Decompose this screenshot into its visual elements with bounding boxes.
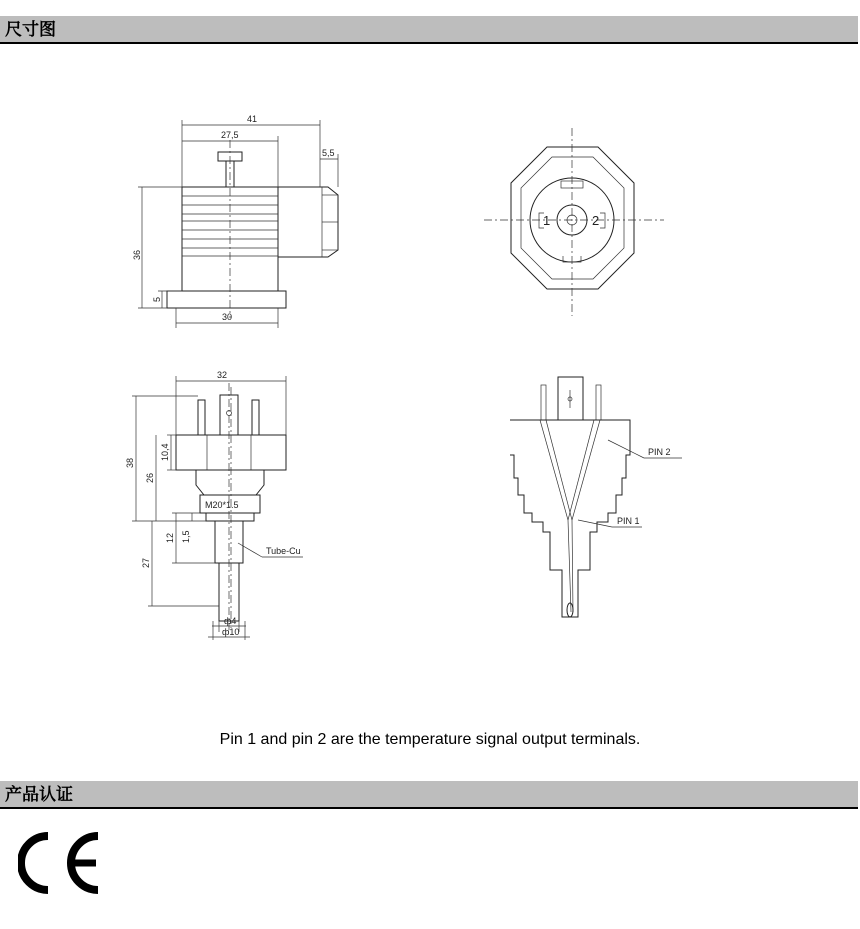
tube-label: Tube-Cu	[266, 546, 301, 556]
dim-10-4: 10,4	[160, 443, 170, 461]
dim-phi4: ф4	[224, 616, 237, 626]
dim-27: 27	[141, 557, 151, 568]
pin-2-number: 2	[592, 213, 600, 228]
dim-1-5: 1,5	[181, 530, 191, 543]
dim-26: 26	[145, 472, 155, 483]
dim-5: 5	[152, 296, 162, 302]
connector-side-view	[132, 114, 338, 328]
dim-5-5: 5,5	[322, 148, 335, 158]
sensor-side-view	[125, 370, 303, 640]
ce-mark-icon	[18, 832, 104, 894]
pin-1-number: 1	[543, 213, 551, 228]
dim-41: 41	[247, 114, 258, 124]
pin-1-label: PIN 1	[617, 516, 640, 526]
connector-front-view	[484, 128, 664, 316]
dim-32: 32	[217, 370, 228, 380]
thread-label: M20*1.5	[205, 500, 239, 510]
pin-2-label: PIN 2	[648, 447, 671, 457]
dim-38: 38	[125, 457, 135, 468]
sensor-cross-section	[510, 377, 682, 617]
section-title: 产品认证	[5, 785, 73, 805]
pin-description-caption: Pin 1 and pin 2 are the temperature signal output terminals.	[219, 731, 641, 748]
section-title: 尺寸图	[5, 20, 56, 40]
dim-phi10: ф10	[222, 627, 240, 637]
dim-12: 12	[165, 532, 175, 543]
section-header-certification	[0, 781, 858, 809]
dim-30: 30	[222, 312, 233, 322]
dim-27-5: 27,5	[221, 130, 239, 140]
dim-36: 36	[132, 249, 142, 260]
